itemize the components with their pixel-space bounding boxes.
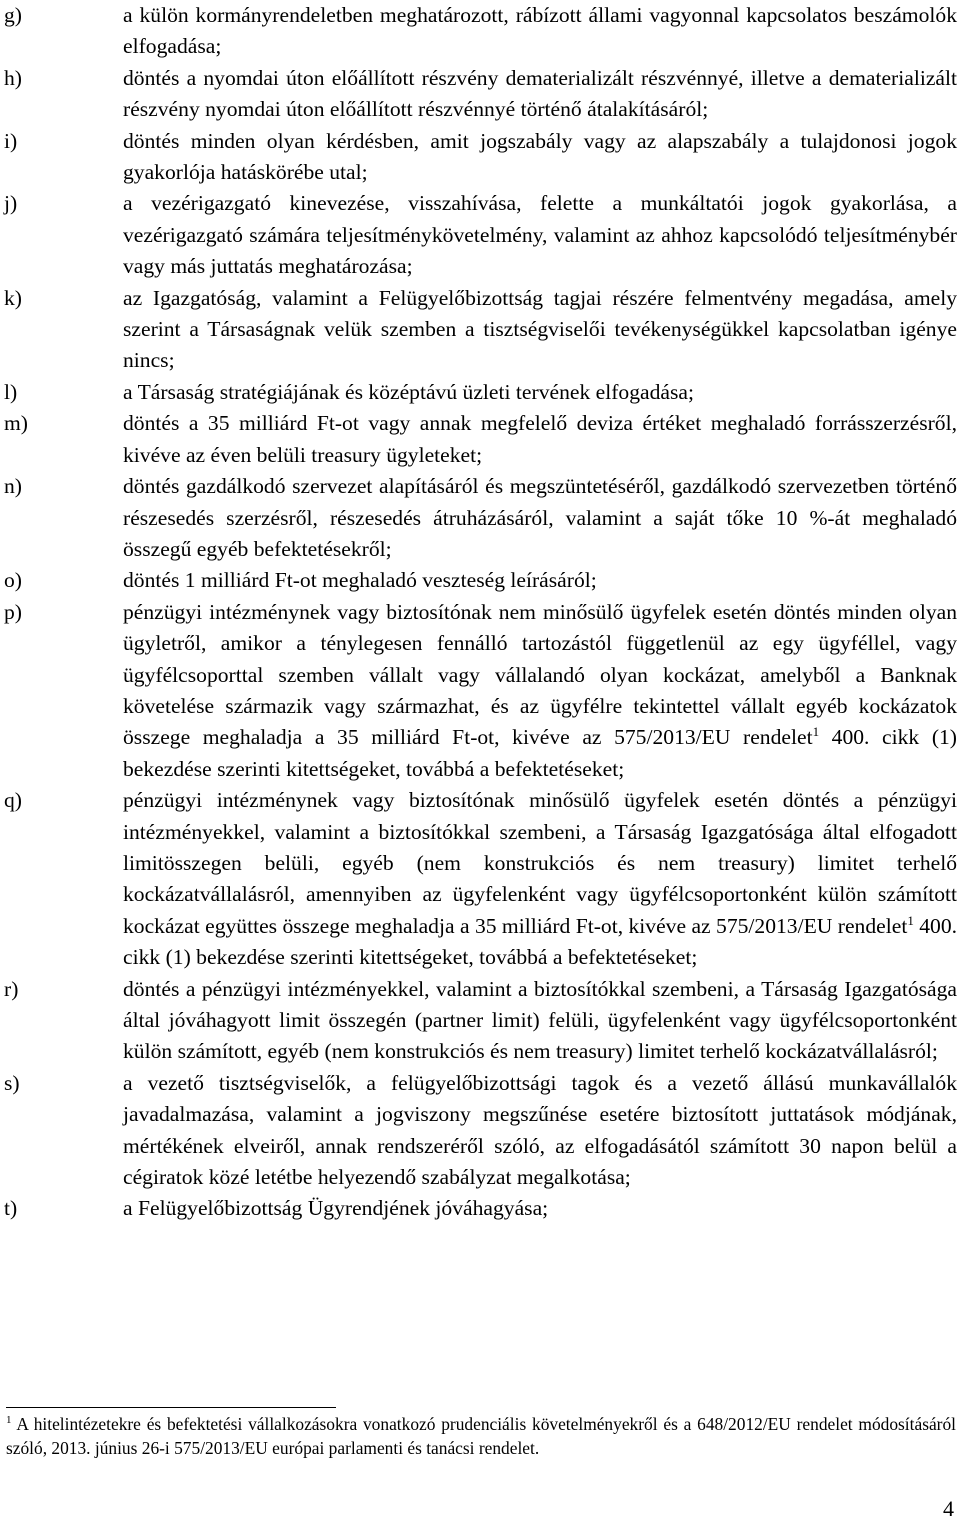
footnote-reference[interactable]: 1: [907, 912, 914, 928]
item-text: az Igazgatóság, valamint a Felügyelőbizottság tagjai részére felmentvény megadása, amely szerint a Társaságnak velük szemben a tisztségviselői tevékenységükkel kapcsolatban igénye nincs;: [123, 285, 957, 373]
list-item-l: [0, 377, 960, 408]
footnote-text: A hitelintézetekre és befektetési vállalkozásokra vonatkozó prudenciális követelményekről és a 648/2012/EU rendelet módosításáról szóló, 2013. június 26-i 575/2013/EU európai parlamenti és tanácsi rendelet.: [6, 1414, 956, 1458]
list-item-h: [0, 63, 960, 126]
item-text: [123, 597, 957, 785]
item-label: h): [4, 65, 22, 90]
page-number: 4: [943, 1496, 954, 1521]
list-item-s: [0, 1068, 960, 1194]
footnote-separator: [6, 1407, 336, 1408]
item-label: g): [4, 3, 22, 27]
item-label: i): [4, 128, 18, 153]
item-text: döntés a pénzügyi intézményekkel, valamint a biztosítókkal szembeni, a Társaság Igazgatósága által jóváhagyott limit összegén (partner limit) felüli, ügyfelenként vagy ügyfélcsoportonként külön számított, egyéb (nem konstrukciós és nem treasury) limitet terhelő kockázatvállalásról;: [123, 976, 957, 1064]
list-item-n: [0, 471, 960, 565]
item-text: döntés gazdálkodó szervezet alapításáról és megszüntetéséről, gazdálkodó szervezetben történő részesedés szerzésről, részesedés átruházásáról, valamint a saját tőke 10 %-át meghaladó összegű egyéb befektetésekről;: [123, 474, 957, 561]
list-item-k: [0, 283, 960, 377]
item-text-before-footnote: pénzügyi intézménynek vagy biztosítónak nem minősülő ügyfelek esetén döntés minden olyan ügyletről, amikor a ténylegesen fennálló tartozástól függetlenül az egy ügyféllel, vagy ügyfélcsoporttal szemben vállalt vagy vállalandó olyan kockázat, amelyből a Banknak követelése származik vagy származhat, és az ügyfélre tekintettel vállalt egyéb kockázatok összege meghaladja a 35 milliárd Ft-ot, kivéve az 575/2013/EU rendelet: [123, 599, 957, 750]
list-item-t: [0, 1193, 960, 1224]
item-label: k): [4, 285, 22, 310]
item-text: döntés 1 milliárd Ft-ot meghaladó veszteség leírásáról;: [123, 568, 597, 593]
list-item-o: [0, 565, 960, 596]
item-label: p): [4, 599, 22, 624]
item-text: a vezető tisztségviselők, a felügyelőbizottsági tagok és a vezető állású munkavállalók javadalmazása, valamint a jogviszony megszűnése esetére biztosított juttatások módjának, mértékének elveiről, annak rendszeréről szóló, az elfogadásától számított 30 napon belül a cégiratok közé letétbe helyezendő szabályzat megalkotása;: [123, 1070, 957, 1190]
list-item-r: [0, 974, 960, 1068]
item-label: o): [4, 568, 22, 593]
list-item-i: [0, 126, 960, 189]
item-text-after-footnote: 400. cikk (1) bekezdése szerinti kitettségeket, továbbá a befektetéseket;: [123, 725, 958, 781]
list-item-j: [0, 188, 960, 282]
item-text: [123, 785, 957, 973]
list-item-q: [0, 785, 960, 973]
item-text: a Társaság stratégiájának és középtávú üzleti tervének elfogadása;: [123, 379, 694, 404]
item-label: m): [4, 411, 28, 436]
item-label: t): [4, 1196, 18, 1221]
footnote-marker: 1: [6, 1414, 12, 1427]
list-item-m: [0, 408, 960, 471]
item-text: a Felügyelőbizottság Ügyrendjének jóváhagyása;: [123, 1196, 549, 1221]
footnote-reference[interactable]: 1: [812, 724, 820, 740]
item-text: döntés minden olyan kérdésben, amit jogszabály vagy az alapszabály a tulajdonosi jogok gyakorlója hatáskörébe utal;: [123, 128, 957, 185]
item-text-after-footnote: 400. cikk (1) bekezdése szerinti kitettségeket, továbbá a befektetéseket;: [123, 913, 958, 970]
footnote: [6, 1412, 956, 1460]
item-label: n): [4, 474, 22, 499]
item-text: döntés a 35 milliárd Ft-ot vagy annak megfelelő deviza értéket meghaladó forrásszerzésről, kivéve az éven belüli treasury ügyleteket;: [123, 411, 957, 467]
item-label: r): [4, 976, 19, 1001]
item-label: j): [4, 191, 18, 216]
list-item-g: [0, 0, 960, 63]
item-text: döntés a nyomdai úton előállított részvény dematerializált részvénnyé, illetve a dematerializált részvény nyomdai úton előállított részvénnyé történő átalakításáról;: [123, 65, 957, 122]
item-label: l): [4, 379, 18, 404]
item-label: q): [4, 788, 22, 813]
item-label: s): [4, 1070, 20, 1095]
list-item-p: [0, 597, 960, 785]
item-text: a külön kormányrendeletben meghatározott, rábízott állami vagyonnal kapcsolatos beszámolók elfogadása;: [123, 3, 957, 59]
item-text: a vezérigazgató kinevezése, visszahívása, felette a munkáltatói jogok gyakorlása, a vezérigazgató számára teljesítménykövetelmény, valamint az ahhoz kapcsolódó teljesítménybér vagy más juttatás meghatározása;: [123, 191, 957, 279]
item-text-before-footnote: pénzügyi intézménynek vagy biztosítónak minősülő ügyfelek esetén döntés a pénzügyi intézményekkel, valamint a biztosítókkal szembeni, a Társaság Igazgatósága által elfogadott limitösszegen belüli, egyéb (nem konstrukciós és nem treasury) limitet terhelő kockázatvállalásról, amennyiben az ügyfelenként vagy ügyfélcsoportonként külön számított kockázat együttes összege meghaladja a 35 milliárd Ft-ot, kivéve az 575/2013/EU rendelet: [123, 788, 957, 938]
